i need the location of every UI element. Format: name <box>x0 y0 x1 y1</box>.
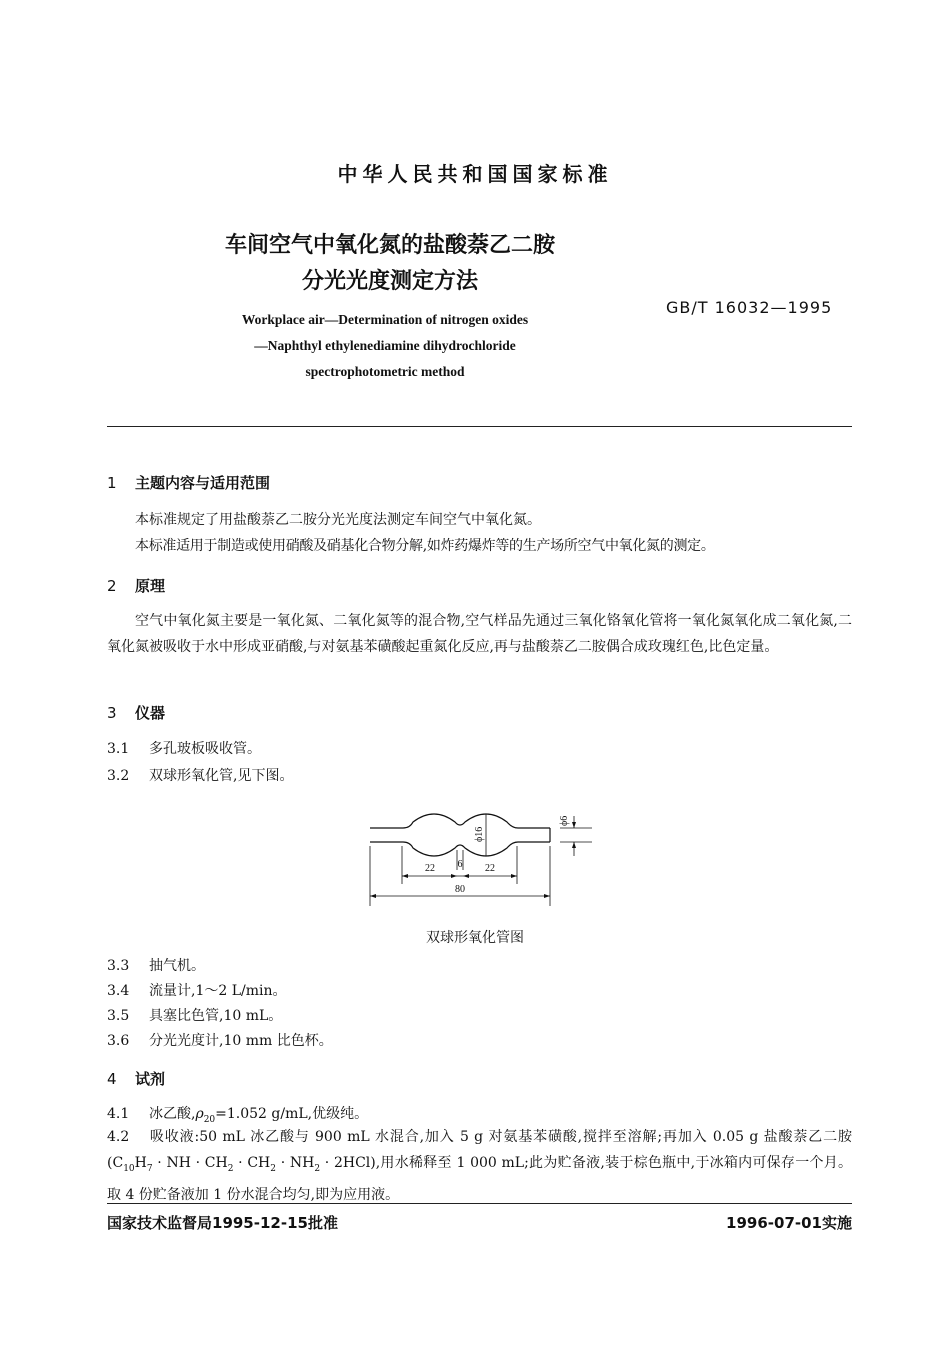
footer-rule <box>107 1203 852 1204</box>
item-text: 流量计,1～2 L/min。 <box>149 983 287 999</box>
item-number: 3.5 <box>107 1008 130 1024</box>
formula-subscript: 2 <box>270 1163 276 1174</box>
dim-arrow <box>370 894 376 898</box>
item-text: 吸收液:50 mL 冰乙酸与 900 mL 水混合,加入 5 g 对氨基苯磺酸,搅拌至溶解;再加入 0.05 g 盐酸萘乙二胺(C <box>107 1129 852 1171</box>
section-3-number: 3 <box>107 704 117 722</box>
item-text: 具塞比色管,10 mL。 <box>149 1008 283 1024</box>
item-text: =1.052 g/mL,优级纯。 <box>215 1106 369 1122</box>
item-number: 3.4 <box>107 983 130 999</box>
document-title-line2: 分光光度测定方法 <box>301 269 478 294</box>
dim-arrow <box>463 874 469 878</box>
dim-arrow <box>511 874 517 878</box>
list-item <box>107 1005 282 1025</box>
dim-arrow <box>572 822 576 828</box>
item-text: H <box>134 1155 147 1171</box>
english-title-line1: Workplace air—Determination of nitrogen oxides <box>241 312 529 327</box>
item-text: · CH <box>233 1155 271 1171</box>
dim-label-bulb-diameter: ϕ16 <box>474 826 485 842</box>
list-item <box>107 980 287 1000</box>
item-text: · NH <box>276 1155 315 1171</box>
figure-caption: 双球形氧化管图 <box>426 930 524 946</box>
list-item <box>107 955 205 975</box>
section-1-paragraph-1: 本标准规定了用盐酸萘乙二胺分光光度法测定车间空气中氧化氮。 <box>135 512 541 528</box>
dim-arrow <box>451 874 457 878</box>
item-text: 冰乙酸, <box>149 1106 196 1122</box>
item-text: 双球形氧化管,见下图。 <box>149 768 294 784</box>
section-4-number: 4 <box>107 1070 117 1088</box>
item-number: 3.2 <box>107 768 130 784</box>
implementation-date: 1996-07-01实施 <box>726 1214 852 1232</box>
section-1-number: 1 <box>107 474 117 492</box>
section-3-title: 仪器 <box>135 704 166 722</box>
oxidation-tube-diagram <box>360 798 600 910</box>
item-number: 4.1 <box>107 1106 130 1122</box>
item-text: · 2HCl),用水稀释至 1 000 mL;此为贮备液,装于棕色瓶中,于冰箱内可保存一个月。取 4 份贮备液加 1 份水混合均匀,即为应用液。 <box>107 1155 852 1203</box>
section-2-paragraph: 空气中氧化氮主要是一氧化氮、二氧化氮等的混合物,空气样品先通过三氧化铬氧化管将一氧化氮氧化成二氧化氮,二氧化氮被吸收于水中形成亚硝酸,与对氨基苯磺酸起重氮化反应,再与盐酸萘乙二胺偶合成玫瑰红色,比色定量。 <box>107 613 852 655</box>
tube-outline-bottom <box>370 842 550 856</box>
dim-label-tube-diameter: ϕ6 <box>559 815 570 826</box>
dim-arrow <box>402 874 408 878</box>
list-item <box>107 765 293 785</box>
item-number: 3.6 <box>107 1033 130 1049</box>
dim-arrow <box>572 842 576 848</box>
item-number: 4.2 <box>107 1129 130 1145</box>
section-1-title: 主题内容与适用范围 <box>135 474 271 492</box>
item-text: · NH · CH <box>152 1155 228 1171</box>
item-text: 多孔玻板吸收管。 <box>149 741 261 757</box>
section-2-heading <box>107 575 165 596</box>
formula-subscript: 2 <box>314 1163 321 1174</box>
density-subscript: 20 <box>203 1114 216 1125</box>
dim-label-bulb-left: 22 <box>425 863 435 874</box>
section-1-paragraph-2: 本标准适用于制造或使用硝酸及硝基化合物分解,如炸药爆炸等的生产场所空气中氧化氮的测定。 <box>135 538 715 554</box>
dim-label-total: 80 <box>455 884 465 895</box>
formula-subscript: 2 <box>227 1163 234 1174</box>
dim-arrow <box>544 894 550 898</box>
dim-label-bulb-right: 22 <box>485 863 495 874</box>
formula-subscript: 10 <box>123 1163 135 1174</box>
dim-label-gap: 6 <box>457 859 463 870</box>
standard-number: GB/T 16032—1995 <box>666 298 833 317</box>
item-number: 3.1 <box>107 741 130 757</box>
header-rule <box>107 426 852 427</box>
section-1-heading <box>107 472 270 493</box>
item-number: 3.3 <box>107 958 130 974</box>
density-symbol: ρ <box>195 1106 204 1122</box>
approval-line: 国家技术监督局1995-12-15批准 <box>107 1214 338 1232</box>
item-text: 分光光度计,10 mm 比色杯。 <box>149 1033 333 1049</box>
section-2-title: 原理 <box>135 577 166 595</box>
section-4-title: 试剂 <box>135 1070 166 1088</box>
english-title-line3: spectrophotometric method <box>305 364 465 379</box>
formula-subscript: 7 <box>146 1163 153 1174</box>
tube-outline-top <box>370 814 550 828</box>
document-title-line1: 车间空气中氧化氮的盐酸萘乙二胺 <box>224 233 555 258</box>
section-4-heading <box>107 1068 165 1089</box>
list-item <box>107 1103 368 1125</box>
section-2-number: 2 <box>107 577 117 595</box>
list-item <box>107 738 261 758</box>
item-text: 抽气机。 <box>149 958 205 974</box>
section-3-heading <box>107 702 165 723</box>
list-item <box>107 1030 333 1050</box>
national-standard-heading: 中华人民共和国国家标准 <box>337 162 613 186</box>
section-4-item-2 <box>107 1124 852 1208</box>
english-title-line2: —Naphthyl ethylenediamine dihydrochloride <box>254 338 516 353</box>
